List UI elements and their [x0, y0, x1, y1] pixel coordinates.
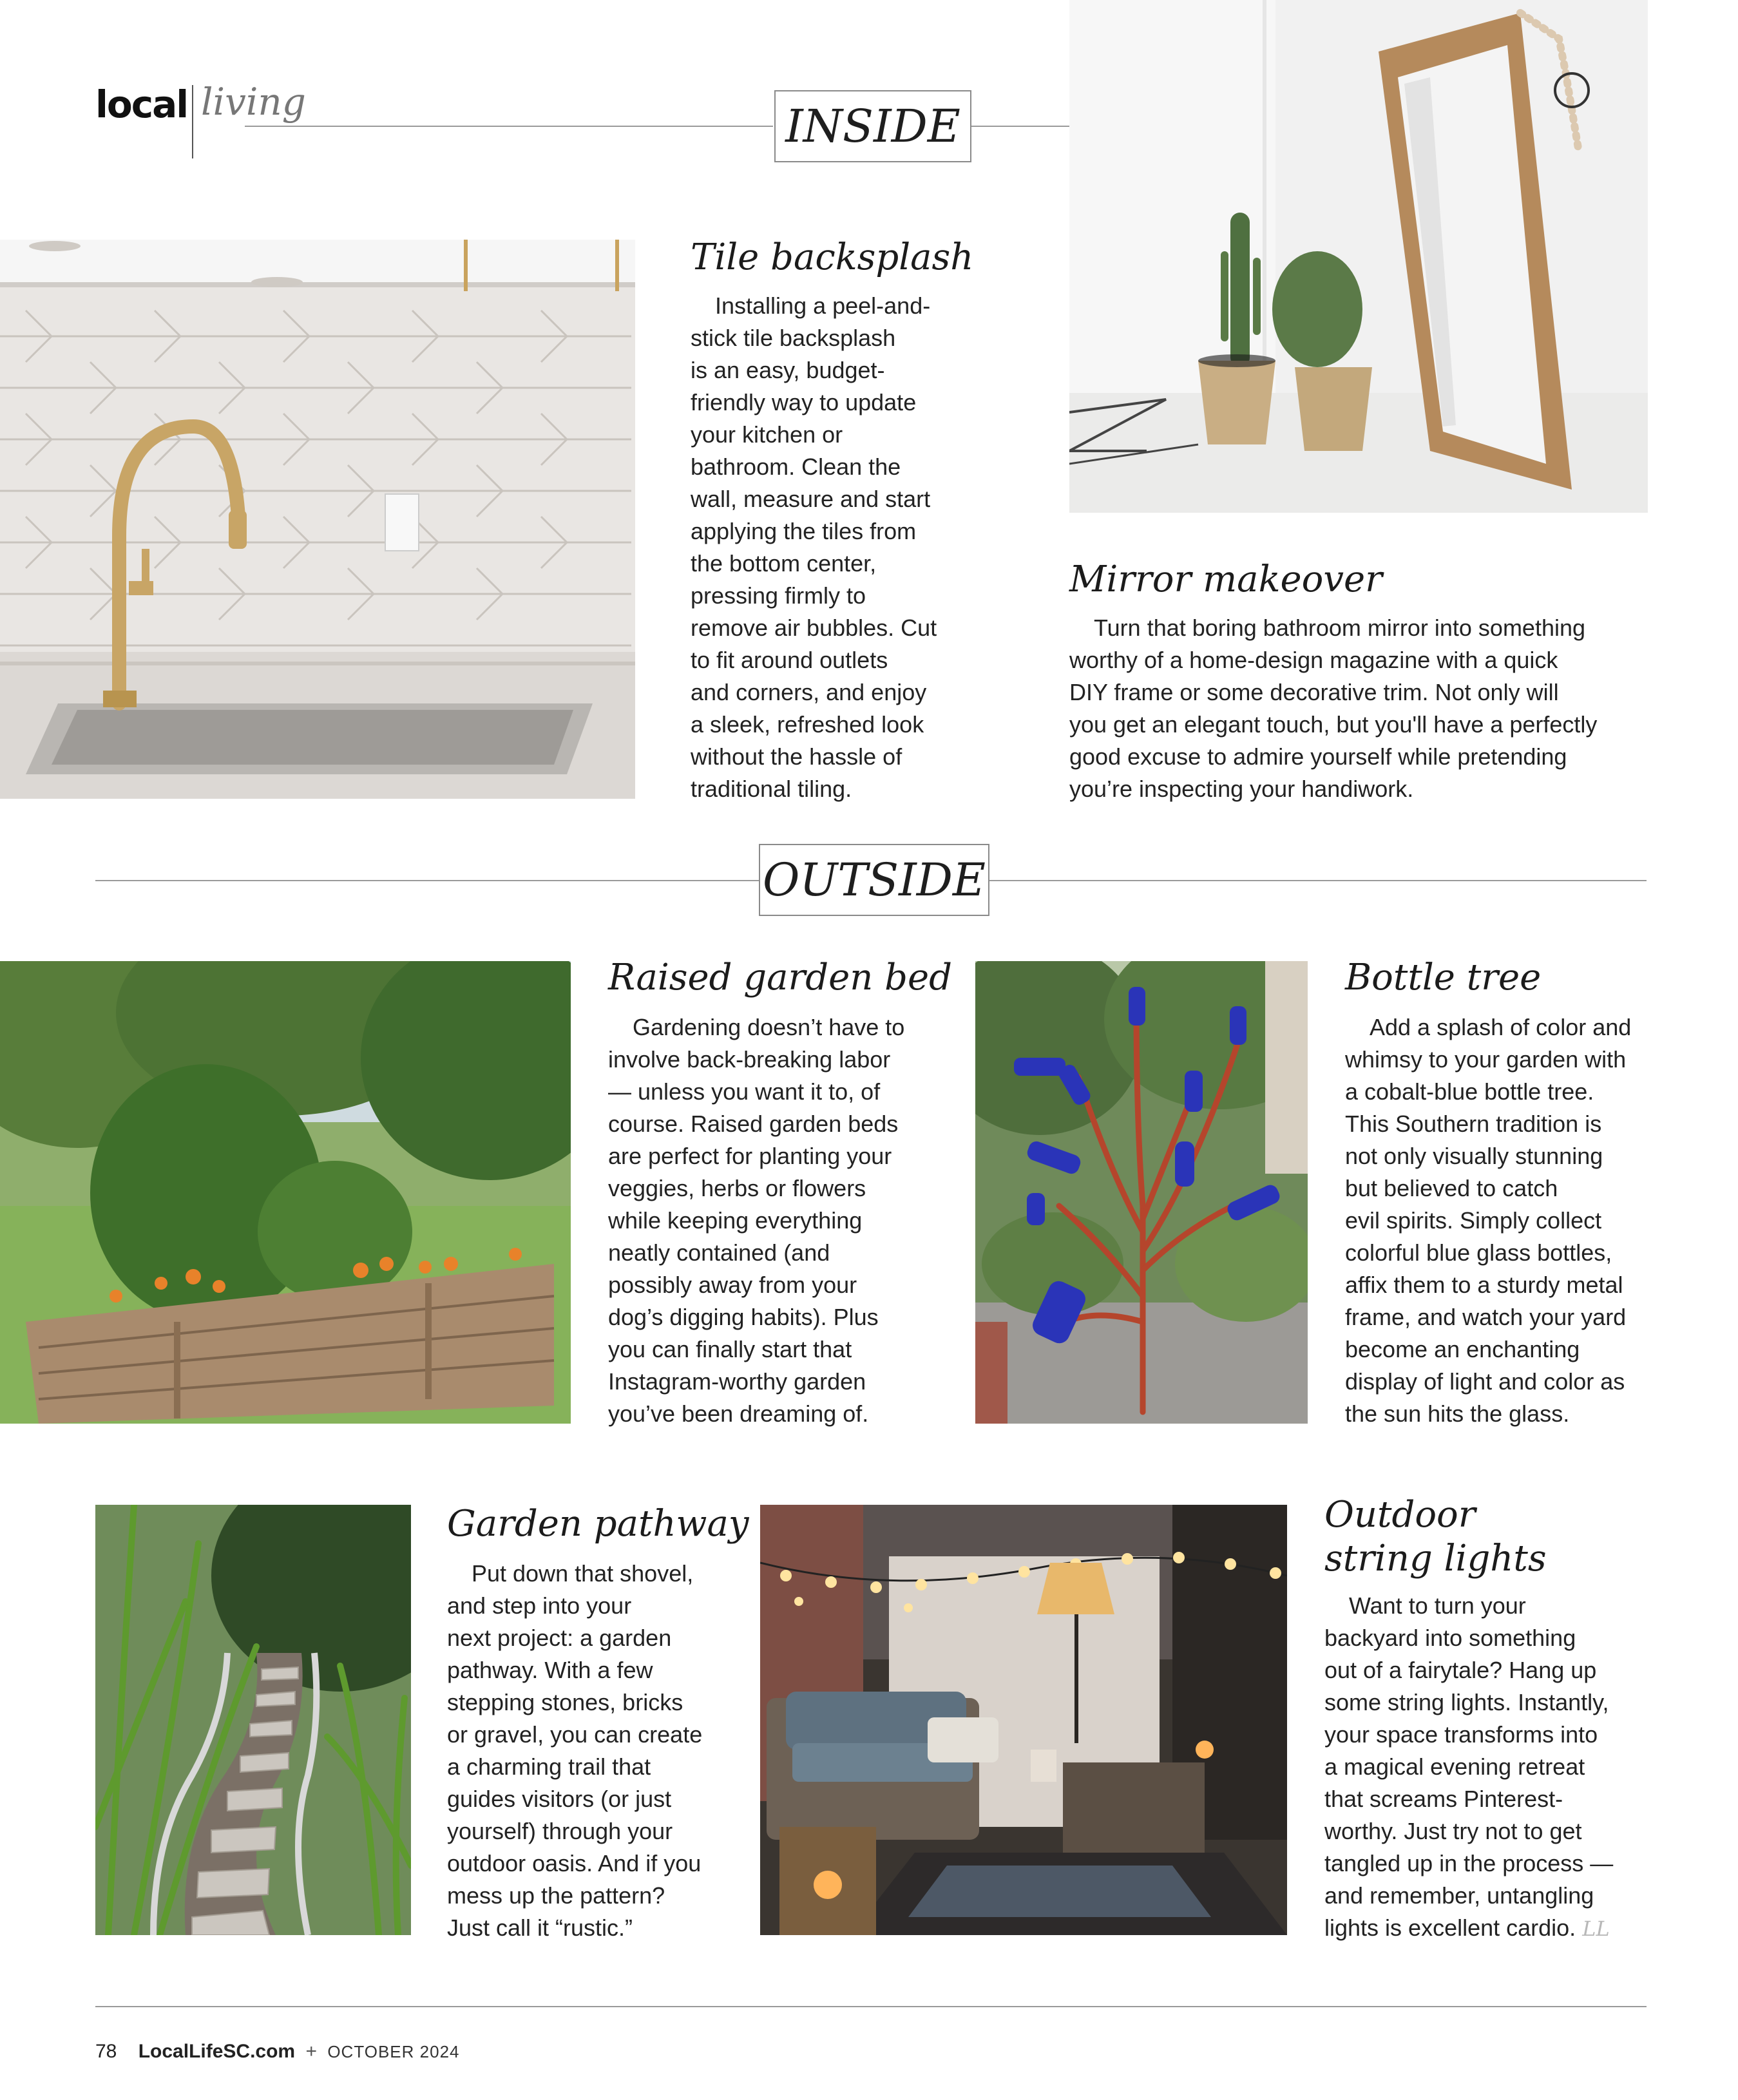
body-line: colorful blue glass bottles, — [1345, 1239, 1612, 1266]
footer-separator: + — [305, 2041, 317, 2062]
header-rule-right — [970, 126, 1069, 127]
string-lights-title-line2: string lights — [1324, 1538, 1547, 1580]
page-footer — [95, 2041, 460, 2063]
body-line: bathroom. Clean the — [691, 453, 901, 480]
tile-backsplash-body — [691, 290, 937, 805]
footer-rule — [95, 2006, 1647, 2007]
string-lights-title-line1: Outdoor — [1324, 1494, 1476, 1536]
body-line: you can finally start that — [608, 1336, 852, 1362]
body-line: Just call it “rustic.” — [447, 1914, 633, 1941]
body-line: display of light and color as — [1345, 1368, 1625, 1395]
body-line: Turn that boring bathroom mirror into something — [1094, 615, 1586, 641]
body-line: — unless you want it to, of — [608, 1078, 881, 1105]
bottle-tree-body — [1345, 1011, 1631, 1430]
garden-pathway-body — [447, 1558, 702, 1944]
body-line: good excuse to admire yourself while pretending — [1069, 743, 1567, 770]
raised-garden-bed-title: Raised garden bed — [608, 957, 952, 998]
body-line: stick tile backsplash — [691, 325, 896, 351]
issue-date: OCTOBER 2024 — [327, 2042, 460, 2061]
body-line: guides visitors (or just — [447, 1786, 672, 1812]
body-line: Want to turn your — [1349, 1592, 1526, 1619]
body-line: without the hassle of — [691, 743, 902, 770]
section-heading-outside: OUTSIDE — [759, 844, 989, 916]
body-line: you get an elegant touch, but you'll have a perfectly — [1069, 711, 1598, 738]
body-line: tangled up in the process — — [1324, 1850, 1614, 1876]
body-line: applying the tiles from — [691, 518, 917, 544]
body-line: This Southern tradition is — [1345, 1111, 1602, 1137]
body-line: pressing firmly to — [691, 582, 866, 609]
body-line: your kitchen or — [691, 421, 843, 448]
body-line: evil spirits. Simply collect — [1345, 1207, 1602, 1234]
body-line-text: lights is excellent cardio. — [1324, 1914, 1576, 1941]
outside-rule-right — [988, 880, 1647, 881]
body-line: remove air bubbles. Cut — [691, 615, 937, 641]
body-line: worthy of a home-design magazine with a quick — [1069, 647, 1558, 673]
header-rule-left — [245, 126, 773, 127]
mirror-makeover-body — [1069, 612, 1597, 805]
bottle-tree-title: Bottle tree — [1345, 957, 1542, 998]
mirror-cactus-photo — [1069, 0, 1648, 513]
body-line: involve back-breaking labor — [608, 1046, 891, 1073]
body-line: Gardening doesn’t have to — [633, 1014, 905, 1040]
garden-pathway-title: Garden pathway — [447, 1503, 749, 1545]
body-line: Instagram-worthy garden — [608, 1368, 866, 1395]
body-line: next project: a garden — [447, 1625, 672, 1651]
body-line: wall, measure and start — [691, 486, 931, 512]
kitchen-sink-photo — [0, 240, 635, 799]
body-line: your space transforms into — [1324, 1721, 1598, 1748]
body-line: the bottom center, — [691, 550, 877, 577]
body-line: to fit around outlets — [691, 647, 888, 673]
body-line: are perfect for planting your — [608, 1143, 892, 1169]
body-line: neatly contained (and — [608, 1239, 830, 1266]
body-line: veggies, herbs or flowers — [608, 1175, 866, 1201]
bottle-tree-photo — [975, 961, 1308, 1424]
tile-backsplash-title: Tile backsplash — [691, 236, 974, 278]
body-line: Put down that shovel, — [472, 1560, 694, 1587]
body-line — [1324, 1912, 1613, 1945]
body-line: some string lights. Instantly, — [1324, 1689, 1609, 1715]
body-line: Add a splash of color and — [1370, 1014, 1632, 1040]
page-number: 78 — [95, 2041, 117, 2062]
brand-living-logo: living — [201, 80, 306, 124]
string-lights-patio-photo — [760, 1505, 1287, 1935]
body-line: or gravel, you can create — [447, 1721, 703, 1748]
body-line: whimsy to your garden with — [1345, 1046, 1627, 1073]
site-url: LocalLifeSC.com — [138, 2041, 296, 2062]
body-line: friendly way to update — [691, 389, 917, 415]
brand-local-logo: local — [95, 82, 188, 126]
body-line: out of a fairytale? Hang up — [1324, 1657, 1597, 1683]
body-line: a cobalt-blue bottle tree. — [1345, 1078, 1594, 1105]
body-line: and corners, and enjoy — [691, 679, 927, 705]
body-line: yourself) through your — [447, 1818, 673, 1844]
body-line: you’ve been dreaming of. — [608, 1400, 869, 1427]
body-line: possibly away from your — [608, 1272, 857, 1298]
body-line: DIY frame or some decorative trim. Not only will — [1069, 679, 1559, 705]
body-line: outdoor oasis. And if you — [447, 1850, 702, 1876]
mirror-makeover-title: Mirror makeover — [1069, 558, 1382, 600]
body-line: Installing a peel-and- — [715, 292, 931, 319]
body-line: traditional tiling. — [691, 776, 852, 802]
body-line: worthy. Just try not to get — [1324, 1818, 1582, 1844]
body-line: mess up the pattern? — [447, 1882, 665, 1909]
body-line: that screams Pinterest- — [1324, 1786, 1563, 1812]
body-line: but believed to catch — [1345, 1175, 1558, 1201]
outside-rule-left — [95, 880, 759, 881]
string-lights-body — [1324, 1590, 1613, 1945]
body-line: you’re inspecting your handiwork. — [1069, 776, 1414, 802]
body-line: and remember, untangling — [1324, 1882, 1594, 1909]
body-line: dog’s digging habits). Plus — [608, 1304, 879, 1330]
body-line: affix them to a sturdy metal — [1345, 1272, 1623, 1298]
body-line: backyard into something — [1324, 1625, 1576, 1651]
garden-pathway-photo — [95, 1505, 411, 1935]
body-line: pathway. With a few — [447, 1657, 653, 1683]
body-line: a charming trail that — [447, 1753, 651, 1780]
body-line: become an enchanting — [1345, 1336, 1580, 1362]
body-line: frame, and watch your yard — [1345, 1304, 1627, 1330]
body-line: stepping stones, bricks — [447, 1689, 683, 1715]
body-line: a sleek, refreshed look — [691, 711, 924, 738]
body-line: is an easy, budget- — [691, 357, 885, 383]
raised-garden-bed-body — [608, 1011, 904, 1430]
body-line: a magical evening retreat — [1324, 1753, 1585, 1780]
body-line: and step into your — [447, 1592, 632, 1619]
section-heading-inside: INSIDE — [774, 90, 971, 162]
body-line: course. Raised garden beds — [608, 1111, 899, 1137]
body-line: while keeping everything — [608, 1207, 863, 1234]
raised-garden-bed-photo — [0, 961, 571, 1424]
signoff-mark: LL — [1582, 1916, 1610, 1941]
body-line: the sun hits the glass. — [1345, 1400, 1570, 1427]
body-line: not only visually stunning — [1345, 1143, 1603, 1169]
brand-divider — [192, 85, 193, 158]
